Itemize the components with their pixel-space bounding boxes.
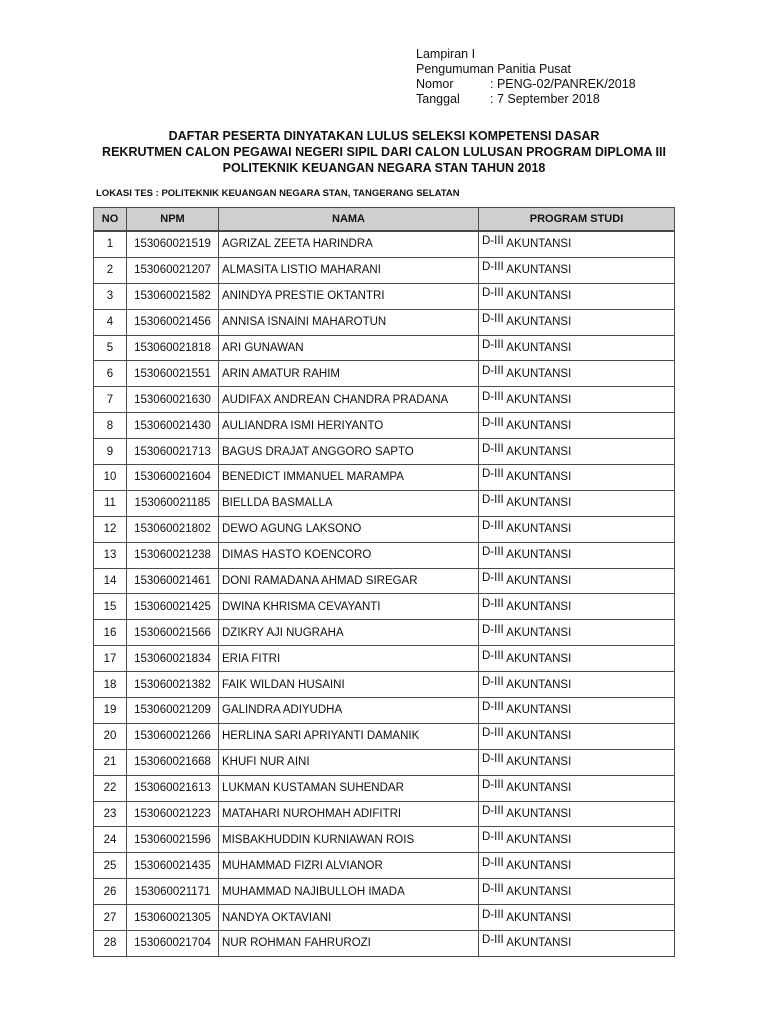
cell-program-studi [479, 698, 675, 724]
cell-npm: 153060021456 [127, 309, 219, 335]
cell-nama: MUHAMMAD FIZRI ALVIANOR [219, 853, 479, 879]
cell-program-studi [479, 490, 675, 516]
cell-nama: ARIN AMATUR RAHIM [219, 361, 479, 387]
cell-nama: BENEDICT IMMANUEL MARAMPA [219, 465, 479, 491]
cell-npm: 153060021818 [127, 335, 219, 361]
cell-npm: 153060021834 [127, 646, 219, 672]
cell-npm: 153060021266 [127, 723, 219, 749]
cell-no: 11 [94, 490, 127, 516]
table-row [94, 309, 675, 335]
cell-program-studi [479, 905, 675, 931]
cell-prodi: AKUNTANSI [506, 497, 572, 510]
cell-jenjang: D-III [482, 934, 504, 947]
cell-prodi: AKUNTANSI [506, 290, 572, 303]
nomor-value: : PENG-02/PANREK/2018 [490, 77, 636, 91]
title-line-3: POLITEKNIK KEUANGAN NEGARA STAN TAHUN 2018 [222, 161, 546, 175]
header-nama: NAMA [219, 208, 479, 232]
table-row [94, 775, 675, 801]
cell-nama: LUKMAN KUSTAMAN SUHENDAR [219, 775, 479, 801]
cell-prodi: AKUNTANSI [506, 704, 572, 717]
table-row [94, 257, 675, 283]
tanggal-value: : 7 September 2018 [490, 92, 600, 106]
cell-no: 17 [94, 646, 127, 672]
cell-prodi: AKUNTANSI [506, 808, 572, 821]
cell-npm: 153060021430 [127, 413, 219, 439]
cell-nama: NANDYA OKTAVIANI [219, 905, 479, 931]
cell-program-studi [479, 465, 675, 491]
cell-jenjang: D-III [482, 520, 504, 533]
table-body [94, 231, 675, 956]
cell-program-studi [479, 672, 675, 698]
table-row [94, 698, 675, 724]
cell-prodi: AKUNTANSI [506, 859, 572, 872]
cell-no: 23 [94, 801, 127, 827]
cell-jenjang: D-III [482, 779, 504, 792]
cell-no: 4 [94, 309, 127, 335]
cell-nama: ALMASITA LISTIO MAHARANI [219, 257, 479, 283]
cell-jenjang: D-III [482, 390, 504, 403]
header-npm: NPM [127, 208, 219, 232]
cell-no: 8 [94, 413, 127, 439]
cell-npm: 153060021566 [127, 620, 219, 646]
cell-jenjang: D-III [482, 546, 504, 559]
cell-no: 1 [94, 231, 127, 257]
cell-nama: HERLINA SARI APRIYANTI DAMANIK [219, 723, 479, 749]
cell-program-studi [479, 594, 675, 620]
cell-no: 2 [94, 257, 127, 283]
cell-jenjang: D-III [482, 287, 504, 300]
cell-program-studi [479, 801, 675, 827]
cell-prodi: AKUNTANSI [506, 264, 572, 277]
cell-no: 16 [94, 620, 127, 646]
cell-jenjang: D-III [482, 701, 504, 714]
cell-no: 5 [94, 335, 127, 361]
cell-prodi: AKUNTANSI [506, 342, 572, 354]
cell-prodi: AKUNTANSI [506, 911, 572, 924]
cell-npm: 153060021519 [127, 231, 219, 257]
tanggal-label: Tanggal [416, 92, 460, 106]
cell-jenjang: D-III [482, 623, 504, 636]
cell-prodi: AKUNTANSI [506, 885, 572, 898]
table-row [94, 749, 675, 775]
cell-jenjang: D-III [482, 727, 504, 740]
cell-jenjang: D-III [482, 753, 504, 766]
cell-no: 14 [94, 568, 127, 594]
cell-prodi: AKUNTANSI [506, 575, 572, 588]
table-row [94, 490, 675, 516]
cell-prodi: AKUNTANSI [506, 367, 572, 380]
table-row [94, 594, 675, 620]
cell-npm: 153060021171 [127, 879, 219, 905]
cell-nama: KHUFI NUR AINI [219, 749, 479, 775]
cell-jenjang: D-III [482, 572, 504, 585]
cell-npm: 153060021668 [127, 749, 219, 775]
table-row [94, 672, 675, 698]
cell-npm: 153060021704 [127, 931, 219, 957]
cell-jenjang: D-III [482, 364, 504, 377]
cell-npm: 153060021713 [127, 439, 219, 465]
title-line-1: DAFTAR PESERTA DINYATAKAN LULUS SELEKSI KOMPETENSI DASAR [168, 129, 600, 143]
cell-npm: 153060021551 [127, 361, 219, 387]
cell-prodi: AKUNTANSI [506, 730, 572, 743]
cell-npm: 153060021596 [127, 827, 219, 853]
cell-no: 7 [94, 387, 127, 413]
cell-npm: 153060021630 [127, 387, 219, 413]
cell-jenjang: D-III [482, 468, 504, 481]
cell-program-studi [479, 853, 675, 879]
cell-no: 13 [94, 542, 127, 568]
cell-nama: MUHAMMAD NAJIBULLOH IMADA [219, 879, 479, 905]
cell-no: 20 [94, 723, 127, 749]
cell-program-studi [479, 749, 675, 775]
cell-no: 15 [94, 594, 127, 620]
cell-program-studi [479, 827, 675, 853]
pengumuman-text: Pengumuman Panitia Pusat [416, 62, 571, 76]
cell-prodi: AKUNTANSI [506, 626, 572, 639]
cell-nama: ANINDYA PRESTIE OKTANTRI [219, 283, 479, 309]
cell-program-studi [479, 257, 675, 283]
cell-no: 9 [94, 439, 127, 465]
cell-nama: DIMAS HASTO KOENCORO [219, 542, 479, 568]
cell-prodi: AKUNTANSI [506, 782, 572, 795]
table-row [94, 568, 675, 594]
tanggal-line [416, 92, 636, 107]
cell-program-studi [479, 335, 675, 361]
table-row [94, 905, 675, 931]
cell-jenjang: D-III [482, 908, 504, 921]
cell-prodi: AKUNTANSI [506, 445, 572, 458]
peserta-table [93, 207, 675, 957]
table-row [94, 646, 675, 672]
nomor-line [416, 77, 636, 92]
cell-program-studi [479, 516, 675, 542]
cell-no: 22 [94, 775, 127, 801]
nomor-label: Nomor [416, 77, 454, 91]
cell-no: 24 [94, 827, 127, 853]
cell-jenjang: D-III [482, 339, 504, 351]
cell-jenjang: D-III [482, 494, 504, 507]
cell-program-studi [479, 309, 675, 335]
cell-program-studi [479, 231, 675, 257]
cell-program-studi [479, 775, 675, 801]
cell-program-studi [479, 361, 675, 387]
cell-jenjang: D-III [482, 882, 504, 895]
cell-npm: 153060021207 [127, 257, 219, 283]
cell-jenjang: D-III [482, 261, 504, 274]
cell-npm: 153060021613 [127, 775, 219, 801]
cell-no: 28 [94, 931, 127, 957]
cell-program-studi [479, 646, 675, 672]
cell-npm: 153060021185 [127, 490, 219, 516]
cell-jenjang: D-III [482, 649, 504, 662]
cell-nama: ARI GUNAWAN [219, 335, 479, 361]
cell-program-studi [479, 387, 675, 413]
table-row [94, 413, 675, 439]
table-row [94, 387, 675, 413]
table-row [94, 542, 675, 568]
table-row [94, 801, 675, 827]
cell-nama: NUR ROHMAN FAHRUROZI [219, 931, 479, 957]
cell-nama: AUDIFAX ANDREAN CHANDRA PRADANA [219, 387, 479, 413]
lampiran-block [416, 47, 636, 107]
cell-npm: 153060021209 [127, 698, 219, 724]
pengumuman-line [416, 62, 636, 77]
cell-no: 10 [94, 465, 127, 491]
header-no: NO [94, 208, 127, 232]
cell-jenjang: D-III [482, 313, 504, 326]
cell-program-studi [479, 879, 675, 905]
cell-prodi: AKUNTANSI [506, 471, 572, 484]
cell-no: 19 [94, 698, 127, 724]
cell-npm: 153060021802 [127, 516, 219, 542]
cell-npm: 153060021435 [127, 853, 219, 879]
lampiran-line [416, 47, 636, 62]
table-row [94, 853, 675, 879]
cell-jenjang: D-III [482, 597, 504, 610]
table-row [94, 439, 675, 465]
cell-nama: BAGUS DRAJAT ANGGORO SAPTO [219, 439, 479, 465]
cell-nama: AGRIZAL ZEETA HARINDRA [219, 231, 479, 257]
cell-prodi: AKUNTANSI [506, 393, 572, 406]
cell-prodi: AKUNTANSI [506, 937, 572, 950]
table-row [94, 827, 675, 853]
cell-no: 12 [94, 516, 127, 542]
cell-prodi: AKUNTANSI [506, 678, 572, 691]
cell-prodi: AKUNTANSI [506, 238, 572, 251]
table-row [94, 361, 675, 387]
cell-no: 6 [94, 361, 127, 387]
cell-nama: ANNISA ISNAINI MAHAROTUN [219, 309, 479, 335]
cell-nama: MATAHARI NUROHMAH ADIFITRI [219, 801, 479, 827]
cell-no: 18 [94, 672, 127, 698]
cell-jenjang: D-III [482, 416, 504, 429]
cell-npm: 153060021223 [127, 801, 219, 827]
cell-program-studi [479, 931, 675, 957]
cell-npm: 153060021382 [127, 672, 219, 698]
table-header-row [94, 208, 675, 232]
document-title [0, 128, 768, 176]
cell-nama: MISBAKHUDDIN KURNIAWAN ROIS [219, 827, 479, 853]
header-program-studi: PROGRAM STUDI [479, 208, 675, 232]
table-row [94, 879, 675, 905]
table-row [94, 620, 675, 646]
cell-npm: 153060021238 [127, 542, 219, 568]
table-row [94, 516, 675, 542]
cell-jenjang: D-III [482, 830, 504, 843]
lampiran-title: Lampiran I [416, 47, 476, 61]
cell-program-studi [479, 283, 675, 309]
cell-npm: 153060021604 [127, 465, 219, 491]
table-row [94, 231, 675, 257]
cell-program-studi [479, 439, 675, 465]
cell-nama: DONI RAMADANA AHMAD SIREGAR [219, 568, 479, 594]
cell-program-studi [479, 542, 675, 568]
cell-no: 21 [94, 749, 127, 775]
cell-program-studi [479, 620, 675, 646]
cell-no: 25 [94, 853, 127, 879]
cell-nama: DZIKRY AJI NUGRAHA [219, 620, 479, 646]
table-row [94, 723, 675, 749]
cell-npm: 153060021461 [127, 568, 219, 594]
cell-jenjang: D-III [482, 675, 504, 688]
cell-program-studi [479, 723, 675, 749]
cell-npm: 153060021305 [127, 905, 219, 931]
title-line-2: REKRUTMEN CALON PEGAWAI NEGERI SIPIL DARI CALON LULUSAN PROGRAM DIPLOMA III [102, 145, 666, 159]
table-row [94, 335, 675, 361]
table-row [94, 465, 675, 491]
lokasi-tes: LOKASI TES : POLITEKNIK KEUANGAN NEGARA STAN, TANGERANG SELATAN [96, 188, 460, 199]
table-row [94, 931, 675, 957]
cell-no: 26 [94, 879, 127, 905]
cell-nama: AULIANDRA ISMI HERIYANTO [219, 413, 479, 439]
cell-nama: ERIA FITRI [219, 646, 479, 672]
cell-program-studi [479, 413, 675, 439]
cell-nama: BIELLDA BASMALLA [219, 490, 479, 516]
cell-prodi: AKUNTANSI [506, 833, 572, 846]
cell-nama: DWINA KHRISMA CEVAYANTI [219, 594, 479, 620]
cell-jenjang: D-III [482, 235, 504, 248]
cell-jenjang: D-III [482, 442, 504, 455]
cell-jenjang: D-III [482, 805, 504, 818]
cell-program-studi [479, 568, 675, 594]
cell-prodi: AKUNTANSI [506, 756, 572, 769]
cell-no: 27 [94, 905, 127, 931]
cell-nama: DEWO AGUNG LAKSONO [219, 516, 479, 542]
cell-jenjang: D-III [482, 856, 504, 869]
cell-prodi: AKUNTANSI [506, 316, 572, 329]
cell-prodi: AKUNTANSI [506, 549, 572, 562]
cell-prodi: AKUNTANSI [506, 600, 572, 613]
cell-no: 3 [94, 283, 127, 309]
cell-prodi: AKUNTANSI [506, 419, 572, 432]
cell-nama: GALINDRA ADIYUDHA [219, 698, 479, 724]
cell-npm: 153060021425 [127, 594, 219, 620]
table-row [94, 283, 675, 309]
cell-prodi: AKUNTANSI [506, 523, 572, 536]
cell-npm: 153060021582 [127, 283, 219, 309]
cell-prodi: AKUNTANSI [506, 652, 572, 665]
cell-nama: FAIK WILDAN HUSAINI [219, 672, 479, 698]
